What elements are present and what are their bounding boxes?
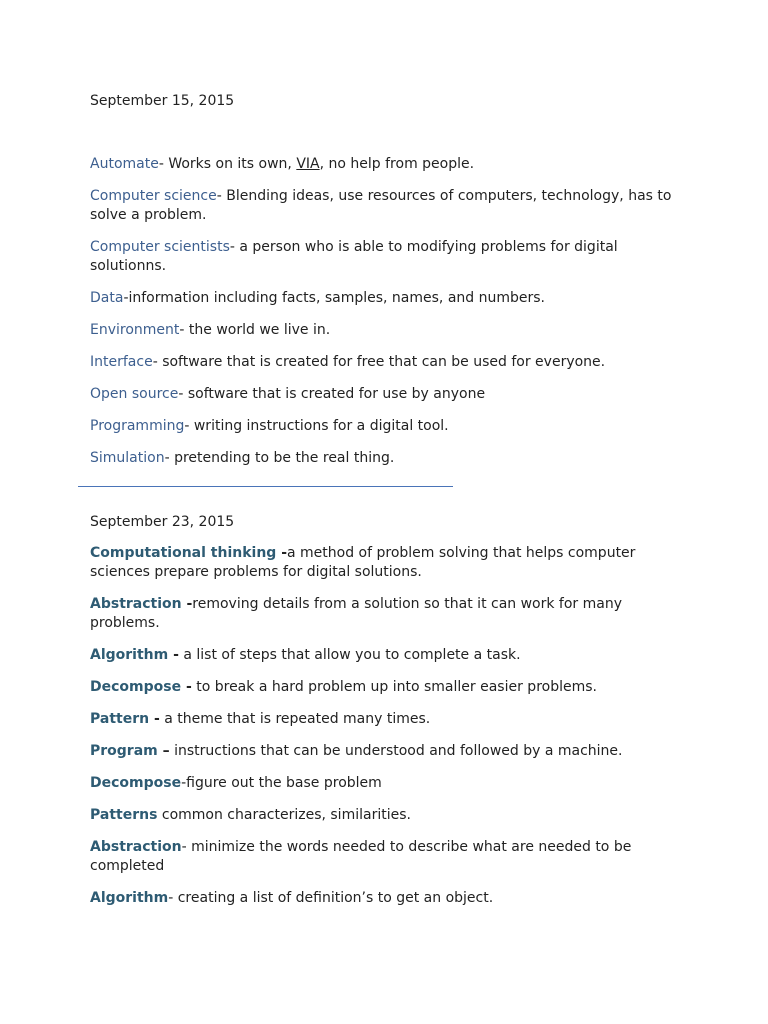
term: Computational thinking	[90, 545, 277, 561]
separator: -	[181, 596, 193, 612]
definition-entry	[90, 806, 680, 825]
definition: common characterizes, similarities.	[157, 807, 411, 823]
definition: removing details from a solution so that it can work for many problems.	[90, 596, 623, 631]
separator: –	[157, 743, 170, 759]
separator: -	[181, 679, 192, 695]
via-link[interactable]: VIA	[296, 156, 320, 172]
term: Automate	[90, 156, 159, 172]
term: Algorithm	[90, 647, 169, 663]
definition: - software that is created for free that can be used for everyone.	[152, 354, 606, 370]
notes-section-sept-23	[90, 513, 680, 921]
definition-entry	[90, 449, 680, 468]
definition-entry	[90, 595, 680, 633]
definition: - a person who is able to modifying problems for digital solutionns.	[90, 239, 618, 274]
definition-entry	[90, 385, 680, 404]
definition: - minimize the words needed to describe what are needed to be completed	[90, 839, 632, 874]
definition-entry	[90, 646, 680, 665]
definition: , no help from people.	[319, 156, 475, 172]
term: Environment	[90, 322, 180, 338]
term: Patterns	[90, 807, 158, 823]
definition: a theme that is repeated many times.	[159, 711, 431, 727]
separator: -	[168, 647, 179, 663]
term: Interface	[90, 354, 153, 370]
definition-entry	[90, 678, 680, 697]
term: Program	[90, 743, 158, 759]
section-date: September 23, 2015	[90, 514, 235, 530]
term: Open source	[90, 386, 179, 402]
term: Simulation	[90, 450, 165, 466]
definition: a method of problem solving that helps computer sciences prepare problems for digital solutions.	[90, 545, 636, 580]
term: Pattern	[90, 711, 150, 727]
definition: instructions that can be understood and followed by a machine.	[169, 743, 623, 759]
section-date: September 15, 2015	[90, 93, 235, 109]
definition-entry	[90, 710, 680, 729]
definition: a list of steps that allow you to complete a task.	[178, 647, 521, 663]
definition: to break a hard problem up into smaller easier problems.	[191, 679, 597, 695]
definition-entry	[90, 155, 680, 174]
term: Decompose	[90, 775, 182, 791]
definition: - Works on its own,	[158, 156, 297, 172]
term: Programming	[90, 418, 185, 434]
term: Decompose	[90, 679, 182, 695]
term: Algorithm	[90, 890, 169, 906]
term: Abstraction	[90, 596, 182, 612]
definition-entry	[90, 238, 680, 276]
term: Data	[90, 290, 124, 306]
term: Computer scientists	[90, 239, 230, 255]
definition-entry	[90, 417, 680, 436]
definition-entry	[90, 742, 680, 761]
definition-entry	[90, 838, 680, 876]
definition: - writing instructions for a digital tool.	[184, 418, 449, 434]
definition-entry	[90, 889, 680, 908]
definition-entry	[90, 774, 680, 793]
definition: - pretending to be the real thing.	[164, 450, 395, 466]
definition: -figure out the base problem	[181, 775, 382, 791]
definition-entry	[90, 187, 680, 225]
definition-entry	[90, 544, 680, 582]
notes-section-sept-15	[90, 92, 680, 481]
term: Abstraction	[90, 839, 182, 855]
definition: -information including facts, samples, names, and numbers.	[123, 290, 546, 306]
definition: - the world we live in.	[179, 322, 331, 338]
separator: -	[276, 545, 288, 561]
definition: - Blending ideas, use resources of computers, technology, has to solve a problem.	[90, 188, 672, 223]
definition-entry	[90, 353, 680, 372]
definition: - software that is created for use by anyone	[178, 386, 486, 402]
term: Computer science	[90, 188, 217, 204]
section-divider	[78, 486, 453, 487]
separator: -	[149, 711, 160, 727]
definition: - creating a list of definition’s to get an object.	[168, 890, 494, 906]
definition-entry	[90, 321, 680, 340]
definition-entry	[90, 289, 680, 308]
